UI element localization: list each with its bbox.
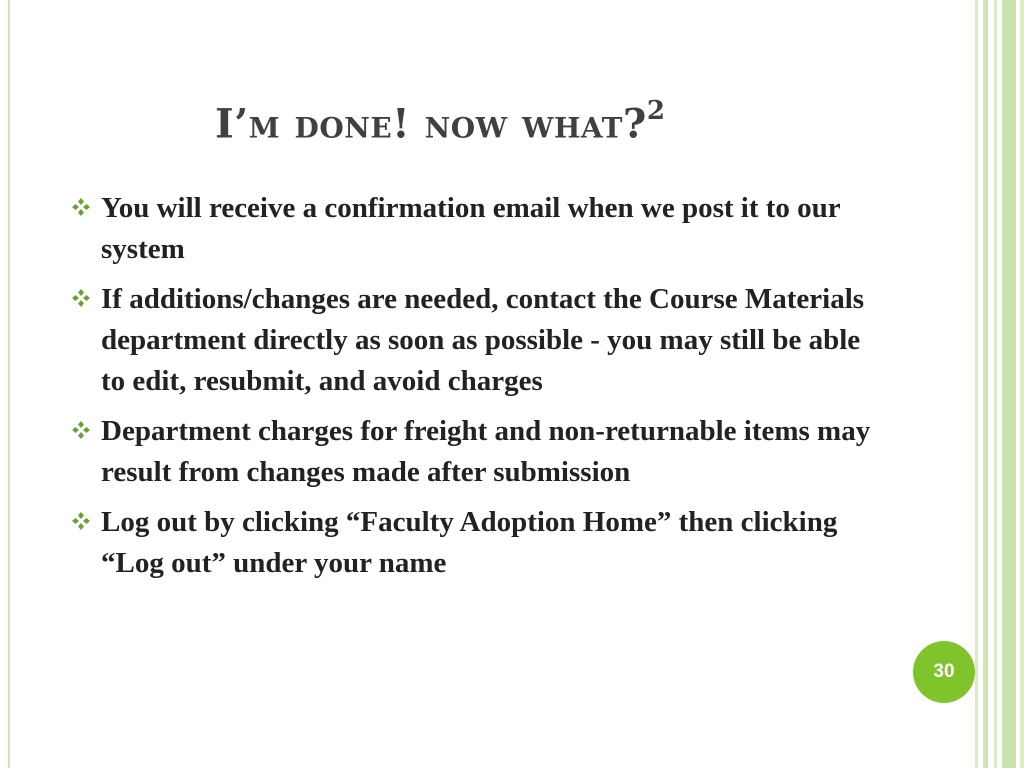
bullet-text: If additions/changes are needed, contact the Course Materials department directly as soon as possible - you may still be able to edit, resubmit, and avoid charges	[101, 283, 865, 397]
four-diamond-bullet-icon	[70, 287, 92, 309]
four-diamond-bullet-icon	[70, 419, 92, 441]
four-diamond-bullet-icon	[70, 196, 92, 218]
slide-title	[215, 96, 666, 148]
page-number-badge	[913, 641, 975, 703]
bullet-item	[70, 411, 890, 493]
bullet-text: Log out by clicking “Faculty Adoption Home” then clicking “Log out” under your name	[101, 506, 838, 579]
left-border-rule	[8, 0, 10, 768]
bullet-item	[70, 188, 890, 270]
stripe	[994, 0, 997, 768]
stripe	[983, 0, 988, 768]
right-decorative-stripes	[974, 0, 1024, 768]
stripe	[975, 0, 978, 768]
stripe	[1002, 0, 1016, 768]
bullet-item	[70, 502, 890, 584]
bullet-item	[70, 279, 890, 402]
four-diamond-bullet-icon	[70, 510, 92, 532]
bullet-text: Department charges for freight and non-returnable items may result from changes made after submission	[101, 415, 871, 488]
bullet-text: You will receive a confirmation email when we post it to our system	[101, 192, 841, 265]
slide-title-text: I’m done! now what?	[215, 100, 647, 148]
page-number: 30	[933, 661, 955, 682]
slide-title-superscript: 2	[646, 96, 666, 126]
stripe	[1020, 0, 1024, 768]
bullet-list	[70, 188, 890, 593]
